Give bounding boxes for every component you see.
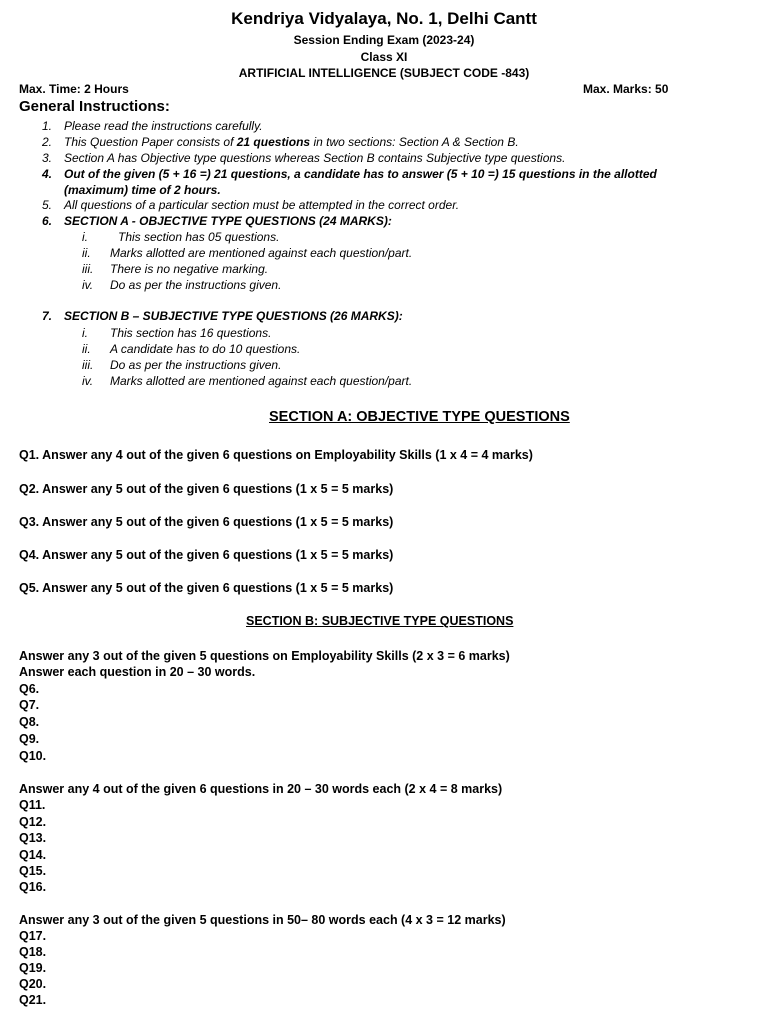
max-marks: Max. Marks: 50 [583,82,669,96]
question-number: Q18. [19,945,47,959]
instruction-text: in two sections: Section A & Section B. [310,135,519,149]
question-number: Q16. [19,880,47,894]
question-number: Q11. [19,798,46,812]
section-a-subitem [82,245,412,261]
subject-label: ARTIFICIAL INTELLIGENCE (SUBJECT CODE -843) [238,66,530,80]
question-number: Q20. [19,977,47,991]
subitem-text: A candidate has to do 10 questions. [110,342,301,356]
instruction-number: 6. [41,214,52,228]
question-number: Q7. [19,698,40,712]
exam-title: Session Ending Exam (2023-24) [293,33,475,47]
subitem-text: This section has 16 questions. [110,326,272,340]
school-title: Kendriya Vidyalaya, No. 1, Delhi Cantt [231,9,537,28]
group-instruction: Answer any 3 out of the given 5 questions on Employability Skills (2 x 3 = 6 marks) [19,649,510,663]
max-time: Max. Time: 2 Hours [19,82,129,96]
instruction-text: All questions of a particular section must be attempted in the correct order. [64,198,460,212]
subitem-number: iii. [82,358,94,372]
instruction-number: 3. [41,151,52,165]
subitem-text: Marks allotted are mentioned against each question/part. [110,374,413,388]
section-a-title: SECTION A: OBJECTIVE TYPE QUESTIONS [269,409,570,425]
subitem-text: Do as per the instructions given. [110,278,282,292]
instruction-emphasis: 21 questions [236,135,311,149]
subitem-text: This section has 05 questions. [118,230,280,244]
instruction-item [30,197,459,213]
question-line: Q5. Answer any 5 out of the given 6 questions (1 x 5 = 5 marks) [19,581,394,595]
instruction-item [30,134,519,150]
subitem-number: iv. [82,374,94,388]
question-line: Q2. Answer any 5 out of the given 6 questions (1 x 5 = 5 marks) [19,482,394,496]
instruction-item [30,150,565,166]
question-number: Q17. [19,929,47,943]
instruction-item [30,118,263,134]
group-instruction: Answer any 3 out of the given 5 questions in 50– 80 words each (4 x 3 = 12 marks) [19,913,506,927]
instruction-number: 7. [41,309,52,323]
section-b-subitem [82,373,412,389]
instructions-heading: General Instructions: [19,98,170,115]
section-b-title: SECTION B: SUBJECTIVE TYPE QUESTIONS [246,614,514,628]
section-b-subitem [82,341,300,357]
section-a-subitem [82,229,279,245]
question-number: Q8. [19,715,40,729]
question-number: Q19. [19,961,47,975]
subitem-number: ii. [82,246,91,260]
group-instruction: Answer any 4 out of the given 6 questions in 20 – 30 words each (2 x 4 = 8 marks) [19,782,503,796]
instruction-number: 4. [41,167,52,181]
question-line: Q4. Answer any 5 out of the given 6 questions (1 x 5 = 5 marks) [19,548,394,562]
instruction-item [30,213,392,229]
subitem-text: Marks allotted are mentioned against each question/part. [110,246,413,260]
question-number: Q14. [19,848,47,862]
instruction-text: Section A has Objective type questions whereas Section B contains Subjective type questions. [64,151,566,165]
instruction-text: Out of the given (5 + 16 =) 21 questions, a candidate has to answer (5 + 10 =) 15 questions in the allotted [64,167,657,181]
instruction-number: 2. [41,135,52,149]
question-number: Q6. [19,682,40,696]
instruction-continuation: (maximum) time of 2 hours. [64,183,221,197]
section-b-subitem [82,325,271,341]
instruction-item [30,308,403,324]
instruction-text: This Question Paper consists of [64,135,237,149]
subitem-number: iii. [82,262,94,276]
question-number: Q15. [19,864,47,878]
subitem-text: There is no negative marking. [110,262,269,276]
question-line: Q3. Answer any 5 out of the given 6 questions (1 x 5 = 5 marks) [19,515,394,529]
instruction-text: SECTION B – SUBJECTIVE TYPE QUESTIONS (26 MARKS): [64,309,403,323]
question-number: Q10. [19,749,47,763]
instruction-text: Please read the instructions carefully. [64,119,263,133]
instruction-number: 1. [41,119,52,133]
group-instruction: Answer each question in 20 – 30 words. [19,665,256,679]
section-a-subitem [82,277,281,293]
subitem-number: i. [82,326,88,340]
question-number: Q13. [19,831,47,845]
question-line: Q1. Answer any 4 out of the given 6 questions on Employability Skills (1 x 4 = 4 marks) [19,448,533,462]
subitem-number: i. [82,230,88,244]
subitem-text: Do as per the instructions given. [110,358,282,372]
question-number: Q21. [19,993,47,1007]
instruction-number: 5. [41,198,52,212]
class-label: Class XI [360,50,408,64]
subitem-number: iv. [82,278,94,292]
question-number: Q12. [19,815,47,829]
instruction-item [30,166,657,182]
section-b-subitem [82,357,281,373]
subitem-number: ii. [82,342,91,356]
instruction-text: SECTION A - OBJECTIVE TYPE QUESTIONS (24 MARKS): [64,214,392,228]
question-number: Q9. [19,732,40,746]
section-a-subitem [82,261,268,277]
